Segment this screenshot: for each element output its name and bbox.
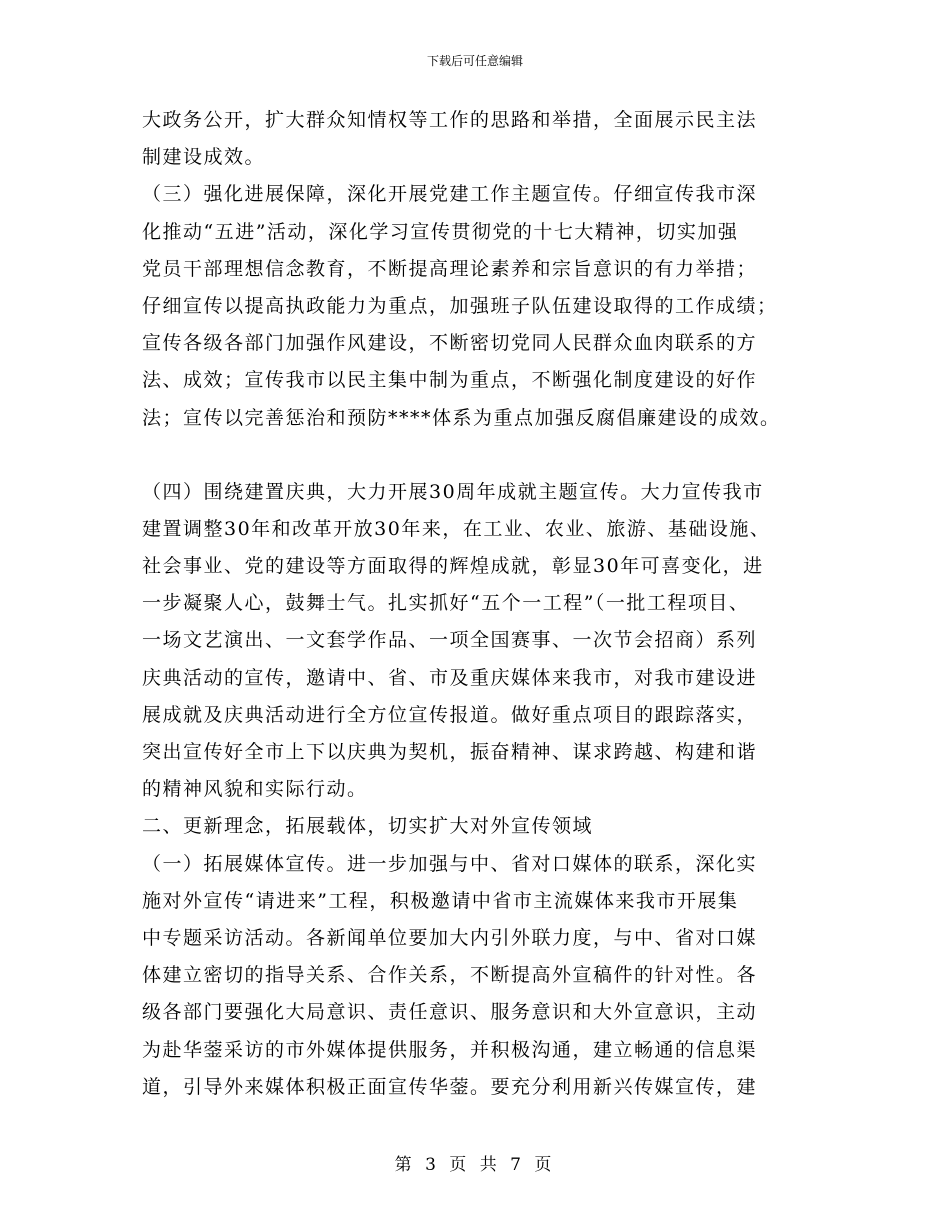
text-line: 化推动“五进”活动，深化学习宣传贯彻党的十七大精神，切实加强	[142, 220, 739, 243]
text-line: 社会事业、党的建设等方面取得的辉煌成就，彰显30年可喜变化，进	[142, 555, 764, 578]
text-line: 法；宣传以完善惩治和预防****体系为重点加强反腐倡廉建设的成效。	[142, 406, 781, 429]
text-line: （四）围绕建置庆典，大力开展30周年成就主题宣传。大力宣传我市	[142, 480, 764, 503]
section-heading: 二、更新理念，拓展载体，切实扩大对外宣传领域	[142, 815, 594, 838]
text-line: 展成就及庆典活动进行全方位宣传报道。做好重点项目的跟踪落实，	[142, 703, 758, 726]
text-line: 级各部门要强化大局意识、责任意识、服务意识和大外宣意识，主动	[142, 1001, 758, 1024]
text-line: 仔细宣传以提高执政能力为重点，加强班子队伍建设取得的工作成绩；	[142, 294, 778, 317]
text-line: 突出宣传好全市上下以庆典为契机，振奋精神、谋求跨越、构建和谐	[142, 741, 758, 763]
text-line: 的精神风貌和实际行动。	[142, 778, 368, 801]
page-number-footer: 第 3 页 共 7 页	[394, 1155, 556, 1175]
text-line: 体建立密切的指导关系、合作关系，不断提高外宣稿件的针对性。各	[142, 964, 758, 987]
text-line: 建置调整30年和改革开放30年来，在工业、农业、旅游、基础设施、	[142, 517, 771, 540]
document-body	[142, 102, 812, 1106]
text-line: 大政务公开，扩大群众知情权等工作的思路和举措，全面展示民主法	[142, 109, 758, 131]
text-line: 法、成效；宣传我市以民主集中制为重点，不断强化制度建设的好作	[142, 369, 758, 392]
text-line: 施对外宣传“请进来”工程，积极邀请中省市主流媒体来我市开展集	[142, 889, 739, 912]
text-line: 一步凝聚人心，鼓舞士气。扎实抓好“五个一工程”（一批工程项目、	[142, 592, 750, 615]
page-header-note: 下载后可任意编辑	[426, 54, 523, 68]
text-line: 制建设成效。	[142, 146, 266, 169]
text-line: （一）拓展媒体宣传。进一步加强与中、省对口媒体的联系，深化实	[142, 852, 758, 875]
text-line: 一场文艺演出、一文套学作品、一项全国赛事、一次节会招商）系列	[142, 629, 758, 652]
paragraph-gap	[142, 437, 812, 474]
text-line: 道，引导外来媒体积极正面宣传华蓥。要充分利用新兴传媒宣传，建	[142, 1075, 758, 1098]
text-line: （三）强化进展保障，深化开展党建工作主题宣传。仔细宣传我市深	[142, 183, 758, 206]
text-line: 党员干部理想信念教育，不断提高理论素养和宗旨意识的有力举措；	[142, 257, 758, 280]
text-line: 中专题采访活动。各新闻单位要加大内引外联力度，与中、省对口媒	[142, 926, 758, 949]
text-line: 庆典活动的宣传，邀请中、省、市及重庆媒体来我市，对我市建设进	[142, 666, 758, 689]
text-line: 宣传各级各部门加强作风建设，不断密切党同人民群众血肉联系的方	[142, 332, 758, 355]
text-line: 为赴华蓥采访的市外媒体提供服务，并积极沟通，建立畅通的信息渠	[142, 1038, 758, 1061]
